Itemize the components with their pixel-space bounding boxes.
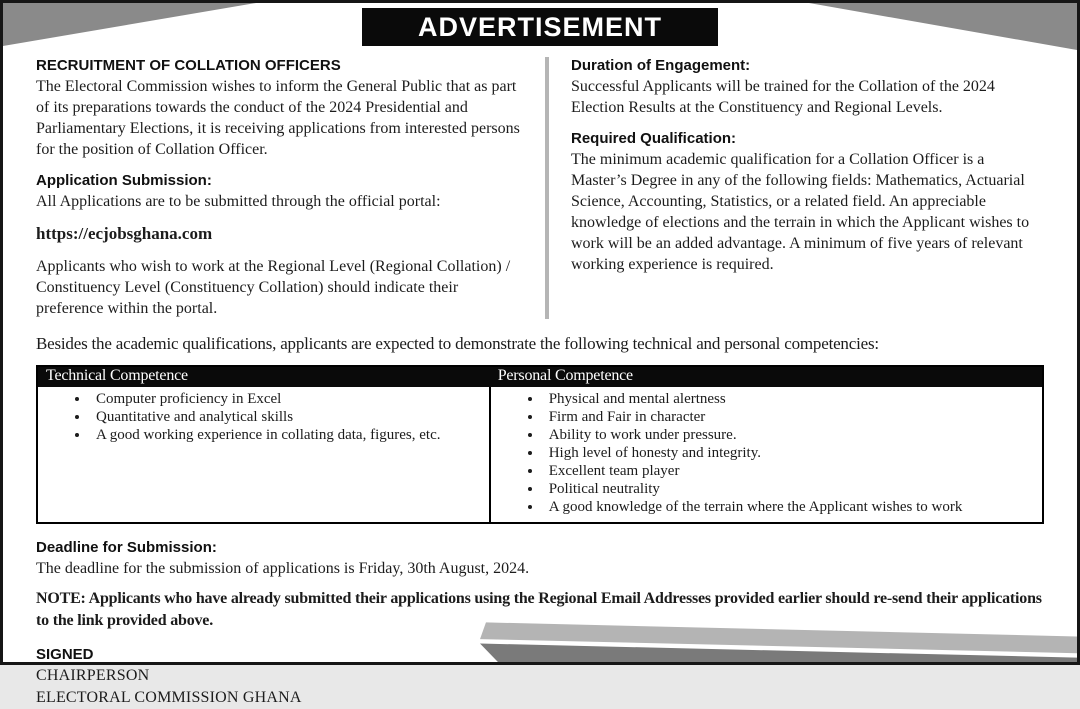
technical-competence-cell <box>37 387 490 523</box>
right-column <box>571 55 1044 319</box>
two-column-section <box>36 55 1044 319</box>
masthead-banner <box>362 8 718 46</box>
masthead-title: ADVERTISEMENT <box>417 11 663 42</box>
list-item: • Physical and mental alertness <box>543 390 1036 408</box>
deadline-heading: Deadline for Submission: <box>36 539 217 556</box>
application-submission-paragraph: All Applications are to be submitted through the official portal: <box>36 193 441 210</box>
preference-paragraph: Applicants who wish to work at the Regional Level (Regional Collation) / Constituency Level (Constituency Collation) should indicate their preference within the portal. <box>36 258 511 317</box>
competence-table <box>36 365 1044 524</box>
list-item: • Ability to work under pressure. <box>543 426 1036 444</box>
duration-heading: Duration of Engagement: <box>571 57 751 74</box>
competence-table-body-row <box>37 387 1043 523</box>
qualification-paragraph: The minimum academic qualification for a Collation Officer is a Master’s Degree in any of the following fields: Mathematics, Actuarial Science, Accounting, Statistics, or a related field. An appreciable knowledge of elections and the terrain in which the Applicant wishes to work will be an added advantage. A minimum of five years of relevant working experience is required. <box>571 151 1030 273</box>
list-item: • Excellent team player <box>543 462 1036 480</box>
personal-competence-header: Personal Competence <box>490 366 1043 387</box>
list-item: • Firm and Fair in character <box>543 408 1036 426</box>
list-item: • Computer proficiency in Excel <box>90 390 483 408</box>
signed-label: SIGNED <box>36 646 94 663</box>
duration-paragraph: Successful Applicants will be trained for the Collation of the 2024 Election Results at the Constituency and Regional Levels. <box>571 78 995 116</box>
deadline-paragraph: The deadline for the submission of applications is Friday, 30th August, 2024. <box>36 560 530 577</box>
application-submission-heading: Application Submission: <box>36 172 212 189</box>
technical-competence-list <box>44 390 483 444</box>
note-paragraph: NOTE: Applicants who have already submitted their applications using the Regional Email Addresses provided earlier should re-send their applications to the link provided above. <box>36 590 1042 629</box>
qualification-heading: Required Qualification: <box>571 130 737 147</box>
competence-table-header-row <box>37 366 1043 387</box>
organization-name: ELECTORAL COMMISSION GHANA <box>36 689 302 706</box>
top-right-corner-decoration <box>809 3 1077 50</box>
recruitment-paragraph: The Electoral Commission wishes to inform the General Public that as part of its preparations towards the conduct of the 2024 Presidential and Parliamentary Elections, it is receiving applications from interested persons for the position of Collation Officer. <box>36 78 520 158</box>
flyer-content <box>3 55 1077 709</box>
competencies-intro-line: Besides the academic qualifications, applicants are expected to demonstrate the following technical and personal competencies: <box>36 334 879 353</box>
recruitment-heading: RECRUITMENT OF COLLATION OFFICERS <box>36 57 341 74</box>
personal-competence-list <box>497 390 1036 516</box>
list-item: • A good working experience in collating data, figures, etc. <box>90 426 483 444</box>
list-item: • Quantitative and analytical skills <box>90 408 483 426</box>
list-item: • Political neutrality <box>543 480 1036 498</box>
personal-competence-cell <box>490 387 1043 523</box>
signatory-title: CHAIRPERSON <box>36 667 150 684</box>
list-item: • High level of honesty and integrity. <box>543 444 1036 462</box>
left-column <box>36 55 523 319</box>
column-divider <box>545 57 549 319</box>
list-item: • A good knowledge of the terrain where the Applicant wishes to work <box>543 498 1036 516</box>
top-left-corner-decoration <box>3 3 256 46</box>
portal-url-link[interactable]: https://ecjobsghana.com <box>36 224 213 243</box>
technical-competence-header: Technical Competence <box>37 366 490 387</box>
